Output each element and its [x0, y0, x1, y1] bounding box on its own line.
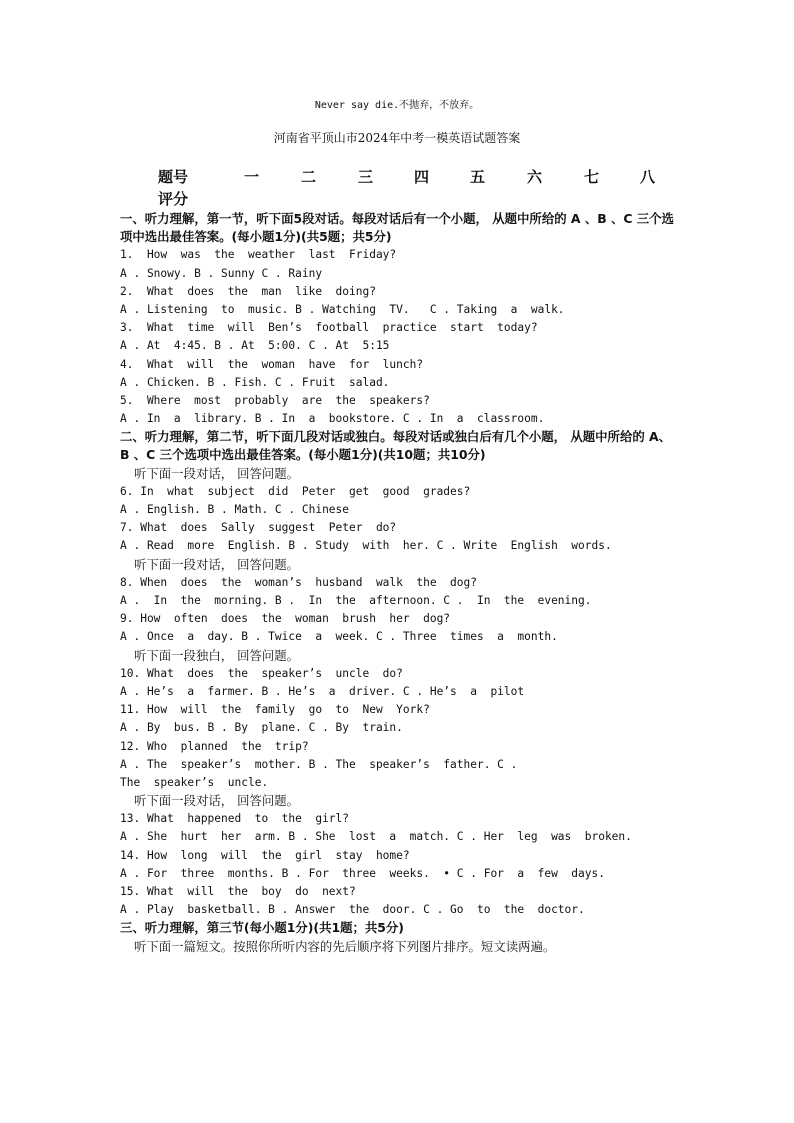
question-line: 5. Where most probably are the speakers?: [120, 393, 430, 407]
options-line: A . English. B . Math. C . Chinese: [120, 503, 350, 517]
question-list: [120, 210, 680, 956]
question-line: 12. Who planned the trip?: [120, 739, 309, 753]
score-table-column: 三: [358, 168, 374, 186]
score-table-column: 五: [470, 168, 486, 186]
options-line: A . She hurt her arm. B . She lost a match. C . Her leg was broken.: [120, 830, 632, 844]
question-line: 14. How long will the girl stay home?: [120, 848, 410, 862]
question-line: 10. What does the speaker’s uncle do?: [120, 666, 403, 680]
listening-instruction: 听下面一段对话， 回答问题。: [134, 556, 300, 572]
options-line-continued: The speaker’s uncle.: [120, 775, 269, 789]
options-line: A . Listening to music. B . Watching TV. C . Taking a walk.: [120, 302, 565, 316]
options-line: A . In a library. B . In a bookstore. C . In a classroom.: [120, 412, 545, 426]
score-table-header: [158, 166, 678, 188]
score-table-column: 六: [527, 168, 543, 186]
score-table-column: 四: [414, 168, 430, 186]
question-line: 2. What does the man like doing?: [120, 284, 376, 298]
options-line: A . Play basketball. B . Answer the door. C . Go to the doctor.: [120, 903, 585, 917]
score-table-column: 一: [244, 168, 260, 186]
listening-instruction: 听下面一篇短文。按照你所听内容的先后顺序将下列图片排序。短文读两遍。: [134, 938, 556, 954]
score-table-column: 七: [584, 168, 600, 186]
section-heading: 二、听力理解，第二节，听下面几段对话或独白。每段对话或独白后有几个小题， 从题中所给的 A、B 、C 三个选项中选出最佳答案。(每小题1分)(共10题；共10分): [120, 429, 672, 463]
score-table-column: 八: [640, 168, 656, 186]
options-line: A . Chicken. B . Fish. C . Fruit salad.: [120, 375, 390, 389]
question-line: 8. When does the woman’s husband walk the dog?: [120, 575, 477, 589]
score-table-score-label: 评分: [158, 190, 189, 208]
options-line: A . Snowy. B . Sunny C . Rainy: [120, 266, 323, 280]
question-line: 15. What will the boy do next?: [120, 885, 356, 898]
options-line: A . By bus. B . By plane. C . By train.: [120, 721, 403, 735]
listening-instruction: 听下面一段独白， 回答问题。: [134, 647, 300, 663]
options-line: A . Read more English. B . Study with her. C . Write English words.: [120, 539, 612, 553]
options-line: A . He’s a farmer. B . He’s a driver. C . He’s a pilot: [120, 684, 525, 698]
document-title: 河南省平顶山市2024年中考一模英语试题答案: [273, 131, 521, 145]
question-line: 3. What time will Ben’s football practice start today?: [120, 321, 538, 335]
question-line: 4. What will the woman have for lunch?: [120, 357, 424, 371]
section-heading: 一、听力理解，第一节，听下面5段对话。每段对话后有一个小题， 从题中所给的 A 、B 、C 三个选项中选出最佳答案。(每小题1分)(共5题；共5分): [120, 211, 674, 245]
question-line: 1. How was the weather last Friday?: [120, 248, 397, 262]
score-table-row-label: 题号: [158, 168, 189, 186]
question-line: 13. What happened to the girl?: [120, 812, 350, 826]
question-line: 7. What does Sally suggest Peter do?: [120, 521, 397, 535]
question-line: 6. In what subject did Peter get good grades?: [120, 484, 471, 498]
score-table-column: 二: [301, 168, 317, 186]
options-line: A . For three months. B . For three weeks. • C . For a few days.: [120, 866, 605, 880]
options-line: A . At 4:45. B . At 5:00. C . At 5:15: [120, 339, 390, 353]
options-line: A . In the morning. B . In the afternoon. C . In the evening.: [120, 594, 592, 607]
listening-instruction: 听下面一段对话， 回答问题。: [134, 793, 300, 809]
listening-instruction: 听下面一段对话， 回答问题。: [134, 465, 300, 481]
motto-header: Never say die.不抛弃，不放弃。: [314, 100, 480, 111]
options-line: A . The speaker’s mother. B . The speaker’s father. C .: [120, 757, 518, 771]
question-line: 11. How will the family go to New York?: [120, 703, 430, 717]
section-heading: 三、听力理解，第三节(每小题1分)(共1题；共5分): [120, 920, 404, 936]
question-line: 9. How often does the woman brush her dog?: [120, 612, 451, 626]
options-line: A . Once a day. B . Twice a week. C . Three times a month.: [120, 630, 558, 644]
